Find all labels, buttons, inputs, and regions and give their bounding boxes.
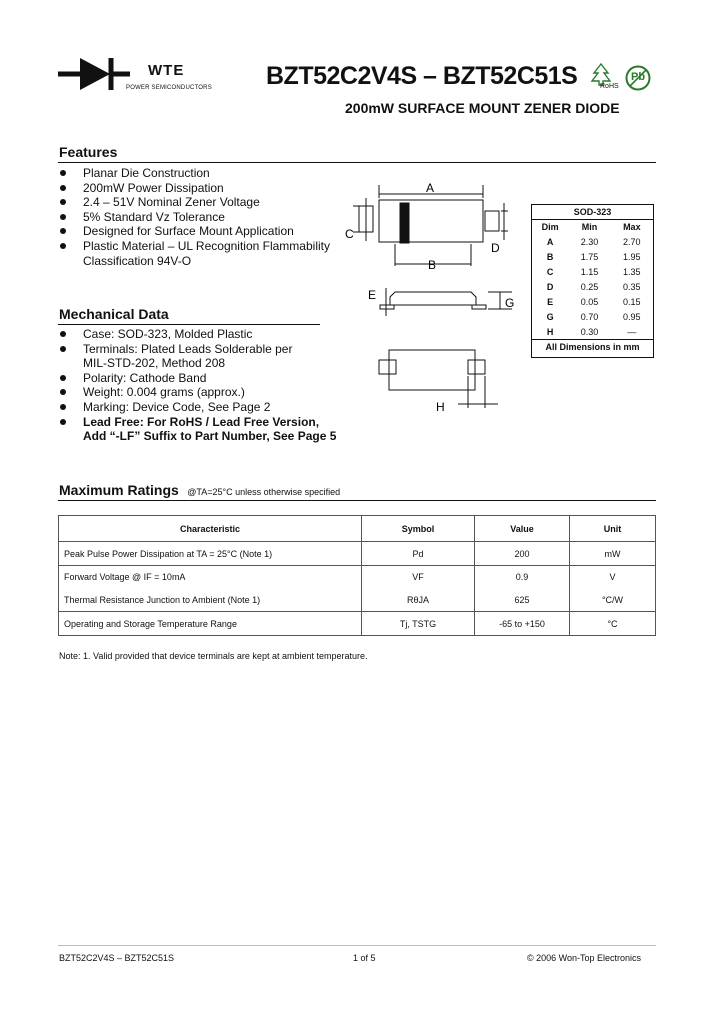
dim-cell: 0.30 (580, 326, 599, 337)
dim-cell: B (546, 252, 554, 263)
side-view (380, 288, 515, 316)
dim-cell: C (546, 267, 554, 278)
rohs-label: RoHS (600, 83, 619, 90)
dim-cell: — (627, 326, 637, 337)
ratings-heading: Maximum Ratings (59, 482, 179, 498)
ratings-cell-unit: °C (570, 612, 656, 636)
dimensions-footer: All Dimensions in mm (532, 339, 653, 354)
ratings-cell-characteristic: Forward Voltage @ IF = 10mA (59, 566, 362, 589)
dim-header-max: Max (623, 222, 641, 233)
dimensions-package-name: SOD-323 (532, 205, 653, 220)
ratings-cell-unit: mW (570, 542, 656, 566)
feature-item: 200mW Power Dissipation (58, 181, 358, 196)
dimensions-table-box (531, 204, 654, 358)
dim-cell: 1.95 (623, 252, 641, 263)
ratings-cell-symbol: VF (362, 566, 475, 589)
ratings-cell-characteristic: Peak Pulse Power Dissipation at TA = 25°C (Note 1) (59, 542, 362, 566)
package-outline-diagram (340, 178, 530, 418)
feature-item: Plastic Material – UL Recognition Flammability (58, 239, 358, 254)
dim-cell: A (546, 237, 554, 248)
page-subtitle: 200mW SURFACE MOUNT ZENER DIODE (345, 100, 620, 116)
dimensions-row (532, 324, 653, 339)
mechanical-item-leadfree: Lead Free: For RoHS / Lead Free Version, (58, 415, 378, 430)
ratings-row (59, 612, 656, 636)
mechanical-item-continued: MIL-STD-202, Method 208 (83, 356, 226, 371)
dim-label-g: G (505, 296, 515, 310)
dim-label-b: B (428, 258, 437, 272)
mechanical-item: Terminals: Plated Leads Solderable per (58, 342, 378, 357)
dimensions-row (532, 235, 653, 250)
mechanical-item: Case: SOD-323, Molded Plastic (58, 327, 378, 342)
dimensions-header-row (532, 220, 653, 235)
ratings-note: Note: 1. Valid provided that device terminals are kept at ambient temperature. (59, 651, 368, 661)
dim-header-dim: Dim (541, 222, 559, 233)
ratings-heading-row (59, 482, 340, 500)
dim-cell: 0.25 (580, 282, 599, 292)
ratings-header-symbol: Symbol (362, 516, 475, 542)
dimensions-row (532, 309, 653, 324)
dim-cell: 2.70 (623, 237, 641, 248)
feature-item-continued: Classification 94V-O (83, 253, 192, 268)
ratings-cell-value: -65 to +150 (475, 612, 570, 636)
features-heading: Features (59, 144, 118, 160)
feature-item: 5% Standard Vz Tolerance (58, 210, 358, 225)
top-view (353, 185, 508, 266)
feature-item: Designed for Surface Mount Application (58, 224, 358, 239)
ratings-header-characteristic: Characteristic (59, 516, 362, 542)
mechanical-divider (58, 324, 320, 325)
features-list (58, 166, 358, 268)
dim-label-e: E (368, 288, 377, 302)
ratings-cell-characteristic: Thermal Resistance Junction to Ambient (Note 1) (59, 589, 362, 612)
ratings-cell-symbol: Pd (362, 542, 475, 566)
features-divider (58, 162, 656, 163)
dim-cell: E (547, 296, 554, 307)
ratings-cell-unit: °C/W (570, 589, 656, 612)
dim-cell: 1.75 (580, 252, 599, 263)
feature-item: Planar Die Construction (58, 166, 358, 181)
footer-page-number: 1 of 5 (353, 953, 376, 963)
ratings-cell-value: 0.9 (475, 566, 570, 589)
pb-label: Pb (631, 71, 646, 83)
dim-cell: H (546, 326, 554, 337)
ratings-header-value: Value (475, 516, 570, 542)
dim-label-c: C (345, 227, 354, 241)
ratings-cell-value: 200 (475, 542, 570, 566)
ratings-cell-symbol: Tj, TSTG (362, 612, 475, 636)
dim-cell: G (546, 311, 554, 322)
ratings-cell-symbol: RθJA (362, 589, 475, 612)
ratings-cell-unit: V (570, 566, 656, 589)
mechanical-heading: Mechanical Data (59, 306, 169, 322)
dim-cell: 0.35 (623, 282, 641, 292)
ratings-condition: @TA=25°C unless otherwise specified (187, 487, 341, 497)
mechanical-item: Polarity: Cathode Band (58, 371, 378, 386)
dimensions-row (532, 294, 653, 309)
ratings-header-unit: Unit (570, 516, 656, 542)
ratings-row (59, 566, 656, 589)
dim-header-min: Min (581, 222, 598, 233)
dim-label-h: H (436, 400, 445, 414)
mechanical-item: Marking: Device Code, See Page 2 (58, 400, 378, 415)
dimensions-row (532, 280, 653, 295)
dim-cell: 1.35 (623, 267, 641, 278)
ratings-table (58, 515, 656, 636)
footer-copyright: © 2006 Won-Top Electronics (527, 953, 642, 963)
dim-label-d: D (491, 241, 500, 255)
dim-cell: 2.30 (580, 237, 599, 248)
rohs-badge (590, 62, 619, 92)
ratings-row (59, 589, 656, 612)
dimensions-table (532, 220, 653, 339)
brand-tagline: POWER SEMICONDUCTORS (126, 85, 212, 91)
dim-label-a: A (426, 181, 435, 195)
pb-free-badge (624, 64, 652, 92)
dimensions-row (532, 250, 653, 265)
ratings-cell-value: 625 (475, 589, 570, 612)
mechanical-item-leadfree-continued: Add “-LF” Suffix to Part Number, See Page 5 (83, 429, 337, 444)
mechanical-item: Weight: 0.004 grams (approx.) (58, 385, 378, 400)
dim-cell: 0.95 (623, 311, 641, 322)
ratings-row (59, 542, 656, 566)
dim-cell: 1.15 (580, 267, 599, 278)
dimensions-row (532, 265, 653, 280)
dim-cell: 0.70 (580, 311, 599, 322)
diode-logo-icon (58, 56, 218, 98)
footer-divider (58, 945, 656, 946)
page-title: BZT52C2V4S – BZT52C51S (266, 62, 578, 90)
dim-cell: 0.05 (580, 296, 599, 307)
dim-cell: D (546, 282, 554, 292)
wte-logo (58, 56, 218, 98)
ratings-cell-characteristic: Operating and Storage Temperature Range (59, 612, 362, 636)
ratings-header-row (59, 516, 656, 542)
dim-cell: 0.15 (623, 296, 641, 307)
feature-item: 2.4 – 51V Nominal Zener Voltage (58, 195, 358, 210)
ratings-divider (58, 500, 656, 501)
footer-part-number: BZT52C2V4S – BZT52C51S (59, 953, 175, 963)
mechanical-list (58, 327, 378, 444)
brand-name: WTE (148, 62, 185, 79)
